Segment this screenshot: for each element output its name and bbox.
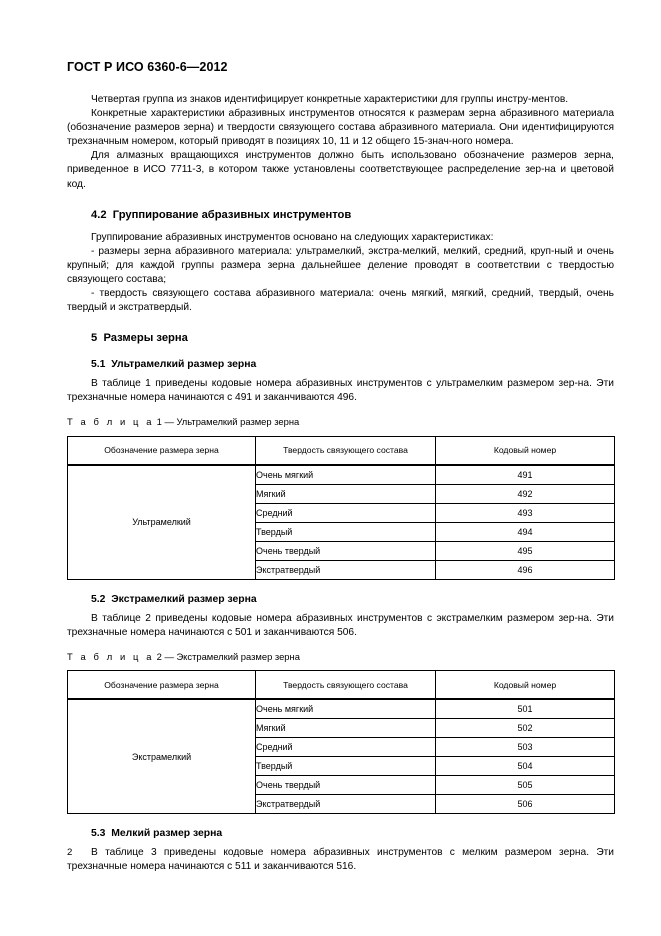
clause-5-heading (91, 331, 614, 345)
table-2-code-cell: 505 (436, 776, 615, 795)
table-2-hardness-cell: Экстратвердый (256, 795, 436, 814)
table-2-hardness-cell: Средний (256, 738, 436, 757)
table-1-code-cell: 496 (517, 564, 533, 575)
clause-5-title: Размеры зерна (103, 332, 188, 345)
clause-5-2-title: Экстрамелкий размер зерна (111, 593, 257, 605)
table-2-caption (67, 651, 614, 663)
table-2-hardness-cell: Твердый (256, 757, 436, 776)
clause-5-2-heading (91, 593, 614, 606)
table-2-hardness-cell: Очень мягкий (256, 699, 436, 719)
table-2-caption-word: Т а б л и ц а (67, 650, 155, 662)
table-1-hardness-cell: Экстратвердый (256, 560, 436, 579)
paragraph-grouping-intro: Группирование абразивных инструментов основано на следующих характеристиках: (91, 231, 494, 243)
table-1-header-row (68, 436, 615, 465)
clause-5-2-number: 5.2 (91, 593, 106, 605)
table-1-grain-label: Ультрамелкий (68, 465, 256, 580)
paragraph-specific-characteristics: Конкретные характеристики абразивных инструментов относятся к размерам зерна абразивного материала (обозначение размеров зерна) и твердости связующего состава абразивного материала. Они идентифицируются трехзначным номером, который приводят в позициях 10, 11 и 12 общего 15-знач-ного номера. (67, 108, 614, 148)
table-1-code-cell: 495 (436, 541, 615, 560)
table-1-code-cell: 494 (436, 522, 615, 541)
table-row (68, 465, 615, 485)
table-2-hardness-cell: Очень твердый (256, 776, 436, 795)
page-content (67, 60, 614, 874)
clause-5-3-number: 5.3 (91, 828, 106, 840)
table-row (68, 699, 615, 719)
table-1-hardness-cell: Очень твердый (256, 541, 436, 560)
clause-5-number: 5 (91, 332, 98, 345)
table-1-caption-word: Т а б л и ц а (67, 416, 155, 428)
clause-4-2-heading (91, 208, 614, 222)
table-1-code-cell: 492 (436, 484, 615, 503)
table-1-col-code-number: Кодовый номер (436, 436, 615, 465)
table-2-code-cell: 502 (436, 719, 615, 738)
table-1-hardness-cell: Средний (256, 503, 436, 522)
table-1-caption (67, 416, 614, 428)
table-1-code-cell: 491 (436, 465, 615, 485)
clause-5-3-title: Мелкий размер зерна (111, 828, 223, 840)
table-2-col-code-number: Кодовый номер (436, 671, 615, 700)
table-2-header-row (68, 671, 615, 700)
table-1-hardness-cell: Твердый (256, 522, 436, 541)
clause-5-1-heading (91, 358, 614, 371)
table-2-grain-label: Экстрамелкий (68, 699, 256, 814)
bullet-grain-sizes: - размеры зерна абразивного материала: ультрамелкий, экстра-мелкий, мелкий, средний, круп-ный и очень крупный; для каждой группы размера зерна дальнейшее деление проводят в соответствии с твердостью связующего состава; (67, 245, 614, 285)
table-2-code-cell: 504 (436, 757, 615, 776)
table-2-extrafine-grain (67, 670, 615, 814)
table-2-caption-number: 2 (156, 650, 162, 662)
table-2-col-grain-designation: Обозначение размера зерна (68, 671, 256, 700)
paragraph-diamond-tools: Для алмазных вращающихся инструментов должно быть использовано обозначение размеров зерна, приведенное в ИСО 7711-3, в котором также установлены соответствующее распределение зер-на и цветовой код. (67, 150, 614, 190)
clause-5-3-heading (91, 827, 614, 840)
table-1-hardness-cell: Очень мягкий (256, 465, 436, 485)
page-number: 2 (67, 847, 73, 858)
table-1-ultrafine-grain (67, 436, 615, 580)
table-1-hardness-cell: Мягкий (256, 484, 436, 503)
table-1-col-bond-hardness: Твердость связующего состава (256, 436, 436, 465)
paragraph-clause-5-3-text: В таблице 3 приведены кодовые номера абразивных инструментов с мелким размером зерна. Эти трехзначные номера начинаются с 511 и заканчиваются 516. (67, 847, 614, 873)
document-standard-header: ГОСТ Р ИСО 6360-6—2012 (67, 60, 228, 74)
paragraph-clause-5-1-text: В таблице 1 приведены кодовые номера абразивных инструментов с ультрамелким размером зер-на. Эти трехзначные номера начинаются с 491 и заканчиваются 496. (67, 378, 614, 404)
table-2-code-cell: 506 (517, 799, 533, 810)
table-1-col-grain-designation: Обозначение размера зерна (68, 436, 256, 465)
spacer-before-table-1 (67, 405, 614, 416)
table-1-caption-title: — Ультрамелкий размер зерна (164, 416, 300, 428)
table-1-code-cell: 493 (436, 503, 615, 522)
spacer-before-table-2 (67, 640, 614, 651)
clause-4-2-number: 4.2 (91, 208, 107, 221)
table-2-caption-title: — Экстрамелкий размер зерна (164, 650, 300, 662)
table-2-hardness-cell: Мягкий (256, 719, 436, 738)
clause-4-2-title: Группирование абразивных инструментов (112, 208, 352, 221)
clause-5-1-title: Ультрамелкий размер зерна (111, 359, 257, 371)
paragraph-fourth-group: Четвертая группа из знаков идентифицирует конкретные характеристики для группы инстру-ментов. (91, 94, 569, 105)
clause-5-1-number: 5.1 (91, 359, 106, 371)
paragraph-clause-5-2-text: В таблице 2 приведены кодовые номера абразивных инструментов с экстрамелким размером зер-на. Эти трехзначные номера начинаются с 501 и заканчиваются 506. (67, 612, 614, 638)
table-2-code-cell: 501 (436, 699, 615, 719)
table-1-caption-number: 1 (156, 416, 162, 428)
bullet-bond-hardness: - твердость связующего состава абразивного материала: очень мягкий, мягкий, средний, твердый, очень твердый и экстратвердый. (67, 288, 614, 314)
table-2-col-bond-hardness: Твердость связующего состава (256, 671, 436, 700)
table-2-code-cell: 503 (436, 738, 615, 757)
